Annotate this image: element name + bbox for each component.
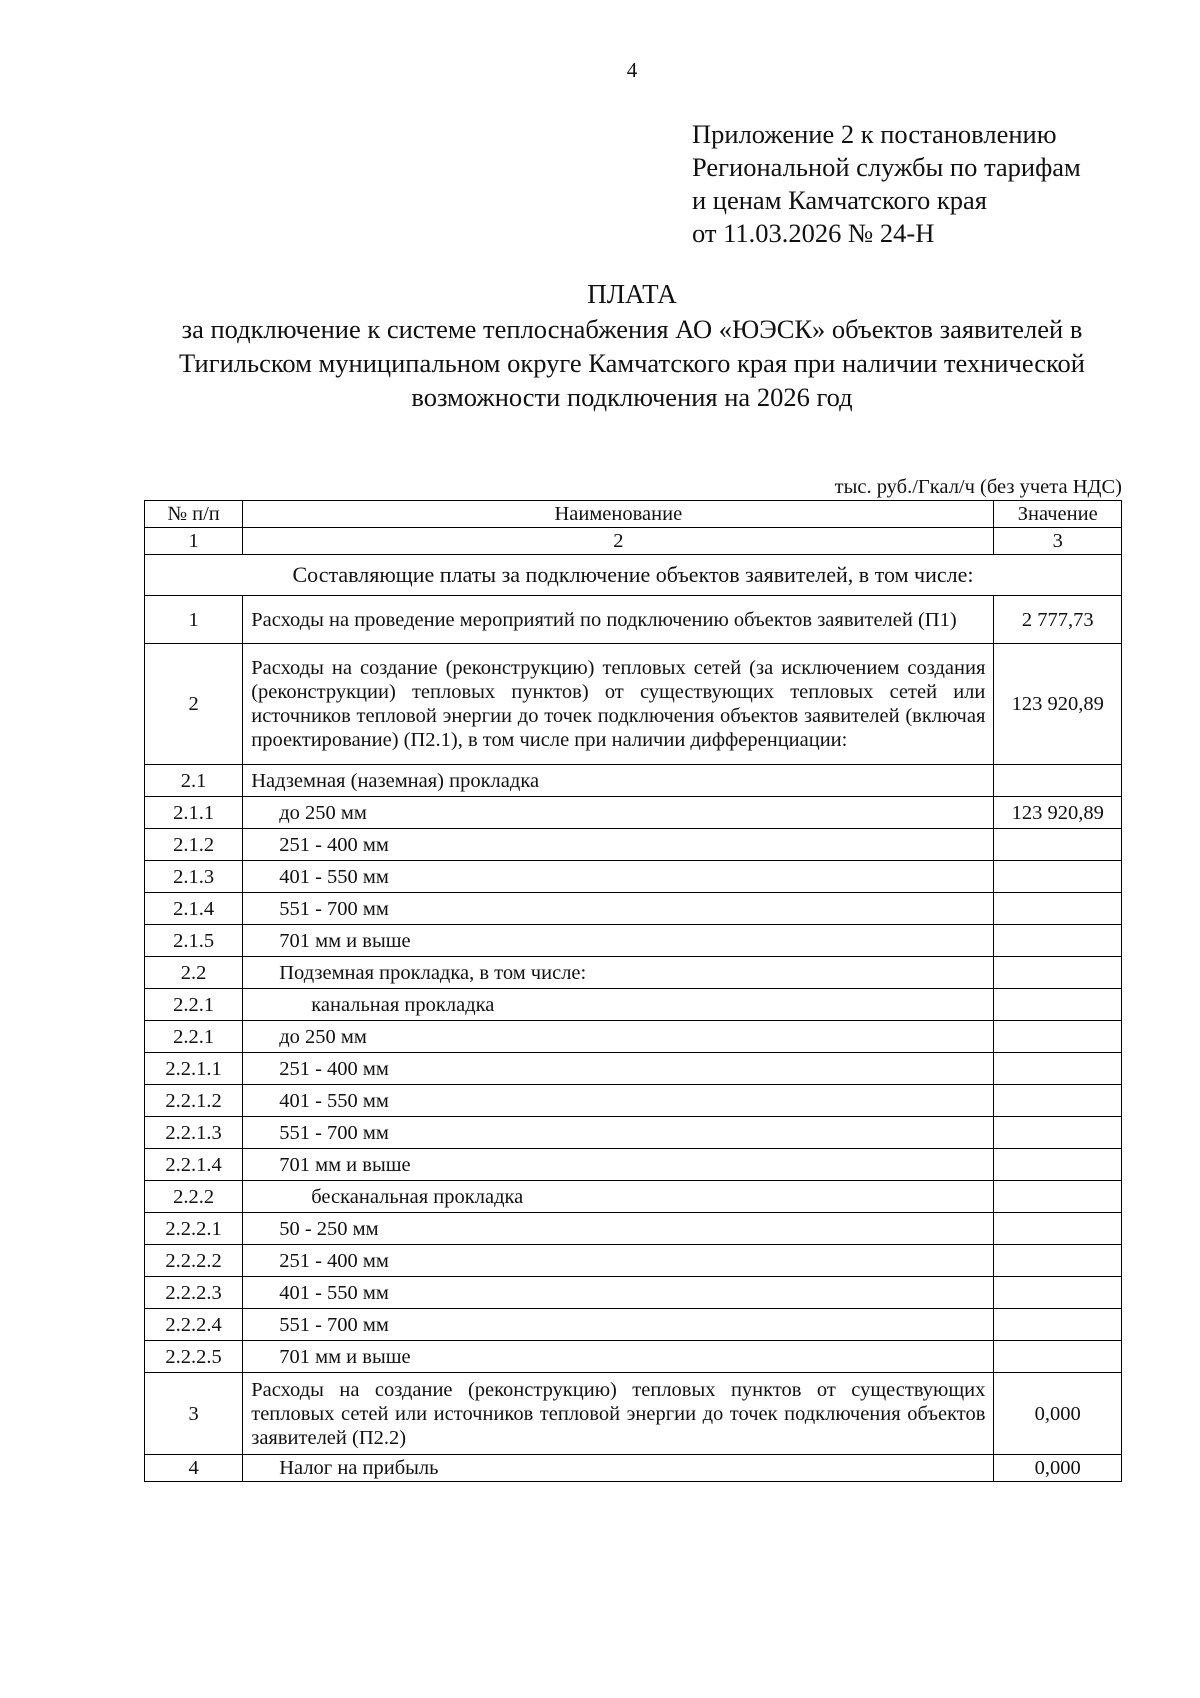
row-value <box>994 1085 1122 1117</box>
row-value <box>994 1245 1122 1277</box>
tariff-table <box>144 500 1122 1482</box>
table-row <box>145 925 1122 957</box>
row-value <box>994 989 1122 1021</box>
section-row <box>145 555 1122 596</box>
row-name: Надземная (наземная) прокладка <box>243 765 994 797</box>
row-num: 2 <box>145 644 243 765</box>
table-row <box>145 829 1122 861</box>
row-name: 701 мм и выше <box>243 1149 994 1181</box>
row-name: канальная прокладка <box>243 989 994 1021</box>
row-name: 251 - 400 мм <box>243 1053 994 1085</box>
appendix-line: от 11.03.2026 № 24-Н <box>692 218 935 248</box>
row-name: 251 - 400 мм <box>243 1245 994 1277</box>
table-row <box>145 1085 1122 1117</box>
table-row <box>145 1373 1122 1455</box>
row-value <box>994 765 1122 797</box>
table-row <box>145 1117 1122 1149</box>
row-num: 2.1.3 <box>145 861 243 893</box>
row-value <box>994 925 1122 957</box>
row-num: 2.2.1.4 <box>145 1149 243 1181</box>
row-num: 2.1 <box>145 765 243 797</box>
row-value <box>994 957 1122 989</box>
row-num: 2.2.2.5 <box>145 1341 243 1373</box>
unit-note: тыс. руб./Гкал/ч (без учета НДС) <box>834 476 1122 498</box>
row-num: 2.2 <box>145 957 243 989</box>
table-row <box>145 1245 1122 1277</box>
appendix-block <box>692 118 1162 250</box>
row-value <box>994 1309 1122 1341</box>
row-name: 401 - 550 мм <box>243 1277 994 1309</box>
row-num: 2.2.2.4 <box>145 1309 243 1341</box>
appendix-line: Региональной службы по тарифам <box>692 152 1081 182</box>
table-row <box>145 957 1122 989</box>
row-num: 2.1.4 <box>145 893 243 925</box>
row-num: 2.1.2 <box>145 829 243 861</box>
row-num: 2.2.1 <box>145 989 243 1021</box>
document-title: ПЛАТА <box>587 279 677 309</box>
row-value <box>994 1117 1122 1149</box>
table-row <box>145 1149 1122 1181</box>
table-row <box>145 797 1122 829</box>
row-value <box>994 1149 1122 1181</box>
header-value: Значение <box>994 501 1122 528</box>
row-num: 2.2.2.3 <box>145 1277 243 1309</box>
row-value <box>994 829 1122 861</box>
row-name: 401 - 550 мм <box>243 1085 994 1117</box>
row-value <box>994 893 1122 925</box>
row-name: 50 - 250 мм <box>243 1213 994 1245</box>
table-row <box>145 596 1122 644</box>
col-number: 2 <box>243 528 994 555</box>
document-subtitle: за подключение к системе теплоснабжения АО «ЮЭСК» объектов заявителей в Тигильском муниципальном округе Камчатского края при наличии технической возможности подключения на 2026 год <box>179 314 1085 412</box>
row-name: бесканальная прокладка <box>243 1181 994 1213</box>
row-num: 2.1.5 <box>145 925 243 957</box>
table-row <box>145 1213 1122 1245</box>
section-heading: Составляющие платы за подключение объектов заявителей, в том числе: <box>145 555 1122 596</box>
table-row <box>145 1455 1122 1482</box>
row-value <box>994 1181 1122 1213</box>
row-name: Расходы на создание (реконструкцию) тепловых пунктов от существующих тепловых сетей или источников тепловой энергии до точек подключения объектов заявителей (П2.2) <box>243 1373 994 1455</box>
row-num: 2.2.1.3 <box>145 1117 243 1149</box>
row-num: 2.1.1 <box>145 797 243 829</box>
row-num: 2.2.1.1 <box>145 1053 243 1085</box>
header-name: Наименование <box>243 501 994 528</box>
table-row <box>145 1341 1122 1373</box>
row-num: 2.2.2 <box>145 1181 243 1213</box>
row-num: 2.2.2.1 <box>145 1213 243 1245</box>
table-row <box>145 1277 1122 1309</box>
table-row <box>145 861 1122 893</box>
row-name: 251 - 400 мм <box>243 829 994 861</box>
row-value <box>994 861 1122 893</box>
row-num: 3 <box>145 1373 243 1455</box>
col-number: 1 <box>145 528 243 555</box>
row-name: Подземная прокладка, в том числе: <box>243 957 994 989</box>
row-num: 1 <box>145 596 243 644</box>
appendix-line: и ценам Камчатского края <box>692 185 987 215</box>
row-value: 0,000 <box>994 1373 1122 1455</box>
row-name: 701 мм и выше <box>243 1341 994 1373</box>
table-row <box>145 1181 1122 1213</box>
table-row <box>145 644 1122 765</box>
row-name: Расходы на создание (реконструкцию) тепловых сетей (за исключением создания (реконструкции) тепловых пунктов) от существующих тепловых сетей или источников тепловой энергии до точек подключения объектов заявителей (включая проектирование) (П2.1), в том числе при наличии дифференциации: <box>243 644 994 765</box>
row-value <box>994 1053 1122 1085</box>
table-header-row <box>145 501 1122 528</box>
row-num: 2.2.1 <box>145 1021 243 1053</box>
table-row <box>145 1309 1122 1341</box>
row-name: Расходы на проведение мероприятий по подключению объектов заявителей (П1) <box>243 596 994 644</box>
row-num: 2.2.2.2 <box>145 1245 243 1277</box>
header-num: № п/п <box>145 501 243 528</box>
row-value <box>994 1021 1122 1053</box>
row-value <box>994 1277 1122 1309</box>
row-name: 401 - 550 мм <box>243 861 994 893</box>
row-value: 123 920,89 <box>994 644 1122 765</box>
page-number: 4 <box>626 58 638 82</box>
row-name: Налог на прибыль <box>243 1455 994 1482</box>
table-row <box>145 1053 1122 1085</box>
row-value: 2 777,73 <box>994 596 1122 644</box>
table-row <box>145 989 1122 1021</box>
row-name: 551 - 700 мм <box>243 893 994 925</box>
row-value: 123 920,89 <box>994 797 1122 829</box>
row-value: 0,000 <box>994 1455 1122 1482</box>
table-row <box>145 765 1122 797</box>
row-name: до 250 мм <box>243 1021 994 1053</box>
row-name: до 250 мм <box>243 797 994 829</box>
col-number: 3 <box>994 528 1122 555</box>
table-row <box>145 1021 1122 1053</box>
table-row <box>145 893 1122 925</box>
row-value <box>994 1213 1122 1245</box>
row-name: 551 - 700 мм <box>243 1309 994 1341</box>
row-num: 4 <box>145 1455 243 1482</box>
appendix-line: Приложение 2 к постановлению <box>692 119 1057 149</box>
row-name: 551 - 700 мм <box>243 1117 994 1149</box>
column-number-row <box>145 528 1122 555</box>
row-name: 701 мм и выше <box>243 925 994 957</box>
row-value <box>994 1341 1122 1373</box>
row-num: 2.2.1.2 <box>145 1085 243 1117</box>
